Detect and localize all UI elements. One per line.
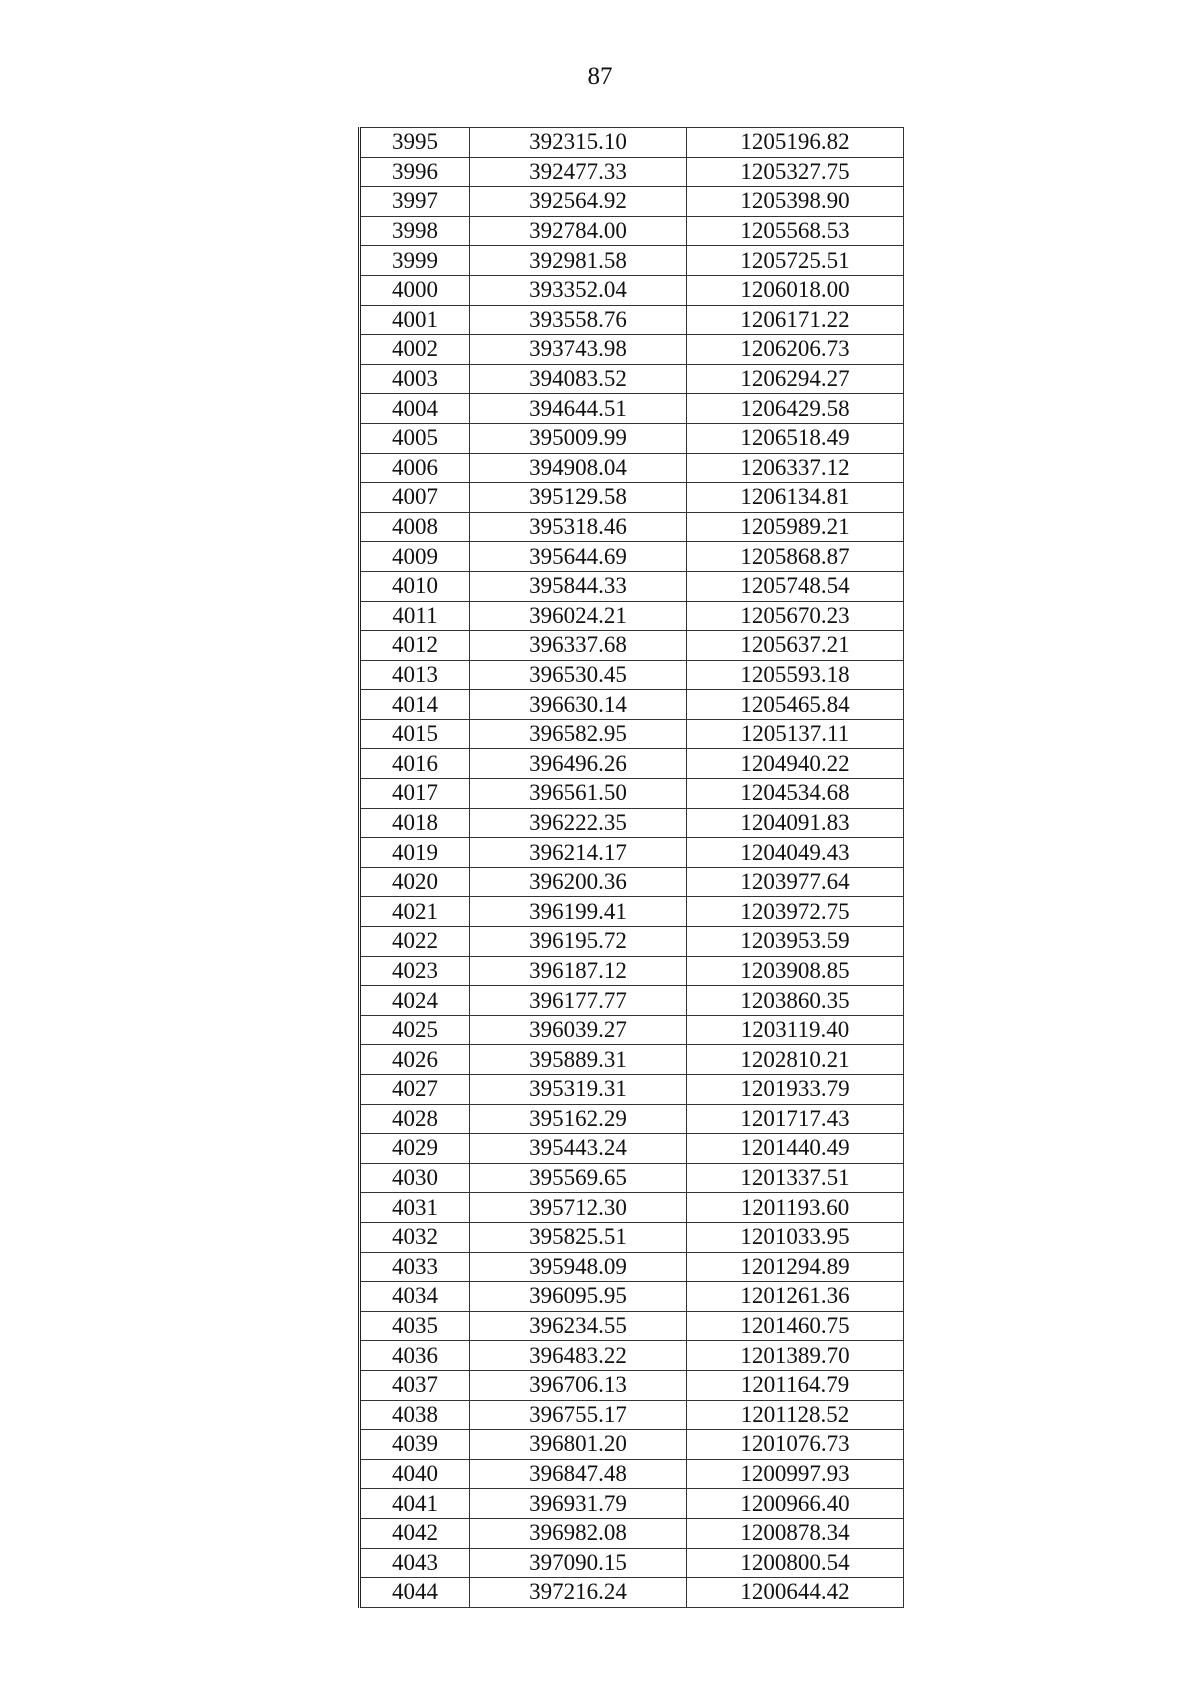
table-row xyxy=(360,1282,904,1312)
y-coordinate-cell: 1205398.90 xyxy=(687,187,904,217)
y-coordinate-cell: 1205748.54 xyxy=(687,571,904,601)
y-coordinate-cell: 1205196.82 xyxy=(687,128,904,158)
point-number-cell: 4006 xyxy=(360,453,470,483)
x-coordinate-cell: 396483.22 xyxy=(470,1341,687,1371)
x-coordinate-cell: 396024.21 xyxy=(470,601,687,631)
table-row xyxy=(360,660,904,690)
x-coordinate-cell: 396039.27 xyxy=(470,1015,687,1045)
point-number-cell: 4033 xyxy=(360,1252,470,1282)
table-row xyxy=(360,571,904,601)
x-coordinate-cell: 396187.12 xyxy=(470,956,687,986)
table-row xyxy=(360,897,904,927)
y-coordinate-cell: 1201717.43 xyxy=(687,1104,904,1134)
x-coordinate-cell: 396199.41 xyxy=(470,897,687,927)
x-coordinate-cell: 396530.45 xyxy=(470,660,687,690)
coordinate-table-body xyxy=(360,128,904,1608)
y-coordinate-cell: 1202810.21 xyxy=(687,1045,904,1075)
point-number-cell: 4008 xyxy=(360,512,470,542)
table-row xyxy=(360,1430,904,1460)
point-number-cell: 4018 xyxy=(360,808,470,838)
point-number-cell: 4023 xyxy=(360,956,470,986)
x-coordinate-cell: 397090.15 xyxy=(470,1548,687,1578)
table-row xyxy=(360,423,904,453)
x-coordinate-cell: 395948.09 xyxy=(470,1252,687,1282)
point-number-cell: 4038 xyxy=(360,1400,470,1430)
x-coordinate-cell: 396095.95 xyxy=(470,1282,687,1312)
x-coordinate-cell: 395443.24 xyxy=(470,1134,687,1164)
table-row xyxy=(360,305,904,335)
y-coordinate-cell: 1203977.64 xyxy=(687,867,904,897)
point-number-cell: 4013 xyxy=(360,660,470,690)
y-coordinate-cell: 1201933.79 xyxy=(687,1075,904,1105)
y-coordinate-cell: 1206206.73 xyxy=(687,335,904,365)
point-number-cell: 4002 xyxy=(360,335,470,365)
y-coordinate-cell: 1206171.22 xyxy=(687,305,904,335)
point-number-cell: 4016 xyxy=(360,749,470,779)
point-number-cell: 4012 xyxy=(360,631,470,661)
point-number-cell: 3995 xyxy=(360,128,470,158)
x-coordinate-cell: 395318.46 xyxy=(470,512,687,542)
x-coordinate-cell: 396630.14 xyxy=(470,690,687,720)
y-coordinate-cell: 1201164.79 xyxy=(687,1370,904,1400)
table-row xyxy=(360,808,904,838)
table-row xyxy=(360,631,904,661)
x-coordinate-cell: 395569.65 xyxy=(470,1163,687,1193)
point-number-cell: 4009 xyxy=(360,542,470,572)
table-row xyxy=(360,1193,904,1223)
table-row xyxy=(360,1075,904,1105)
point-number-cell: 4011 xyxy=(360,601,470,631)
x-coordinate-cell: 392477.33 xyxy=(470,157,687,187)
y-coordinate-cell: 1201076.73 xyxy=(687,1430,904,1460)
table-row xyxy=(360,246,904,276)
page-number: 87 xyxy=(587,63,613,90)
x-coordinate-cell: 395129.58 xyxy=(470,483,687,513)
table-row xyxy=(360,1104,904,1134)
table-row xyxy=(360,275,904,305)
x-coordinate-cell: 392981.58 xyxy=(470,246,687,276)
y-coordinate-cell: 1203972.75 xyxy=(687,897,904,927)
x-coordinate-cell: 395162.29 xyxy=(470,1104,687,1134)
y-coordinate-cell: 1204534.68 xyxy=(687,779,904,809)
y-coordinate-cell: 1200997.93 xyxy=(687,1459,904,1489)
table-row xyxy=(360,1489,904,1519)
x-coordinate-cell: 395009.99 xyxy=(470,423,687,453)
table-row xyxy=(360,690,904,720)
point-number-cell: 4027 xyxy=(360,1075,470,1105)
table-row xyxy=(360,1341,904,1371)
y-coordinate-cell: 1205137.11 xyxy=(687,719,904,749)
table-row xyxy=(360,483,904,513)
y-coordinate-cell: 1201294.89 xyxy=(687,1252,904,1282)
point-number-cell: 4030 xyxy=(360,1163,470,1193)
y-coordinate-cell: 1201033.95 xyxy=(687,1222,904,1252)
y-coordinate-cell: 1201389.70 xyxy=(687,1341,904,1371)
table-row xyxy=(360,1015,904,1045)
x-coordinate-cell: 393743.98 xyxy=(470,335,687,365)
x-coordinate-cell: 396561.50 xyxy=(470,779,687,809)
point-number-cell: 4020 xyxy=(360,867,470,897)
y-coordinate-cell: 1201460.75 xyxy=(687,1311,904,1341)
x-coordinate-cell: 396234.55 xyxy=(470,1311,687,1341)
table-row xyxy=(360,335,904,365)
point-number-cell: 3998 xyxy=(360,216,470,246)
x-coordinate-cell: 396931.79 xyxy=(470,1489,687,1519)
point-number-cell: 4044 xyxy=(360,1578,470,1608)
table-row xyxy=(360,779,904,809)
table-row xyxy=(360,1400,904,1430)
x-coordinate-cell: 393558.76 xyxy=(470,305,687,335)
table-row xyxy=(360,1163,904,1193)
y-coordinate-cell: 1204049.43 xyxy=(687,838,904,868)
y-coordinate-cell: 1205989.21 xyxy=(687,512,904,542)
point-number-cell: 4000 xyxy=(360,275,470,305)
table-row xyxy=(360,453,904,483)
x-coordinate-cell: 396222.35 xyxy=(470,808,687,838)
point-number-cell: 3997 xyxy=(360,187,470,217)
table-row xyxy=(360,128,904,158)
y-coordinate-cell: 1203953.59 xyxy=(687,927,904,957)
table-row xyxy=(360,927,904,957)
y-coordinate-cell: 1206429.58 xyxy=(687,394,904,424)
x-coordinate-cell: 394644.51 xyxy=(470,394,687,424)
x-coordinate-cell: 396801.20 xyxy=(470,1430,687,1460)
table-row xyxy=(360,1578,904,1608)
table-row xyxy=(360,1045,904,1075)
x-coordinate-cell: 396706.13 xyxy=(470,1370,687,1400)
point-number-cell: 4035 xyxy=(360,1311,470,1341)
table-row xyxy=(360,601,904,631)
x-coordinate-cell: 394083.52 xyxy=(470,364,687,394)
table-row xyxy=(360,1134,904,1164)
table-row xyxy=(360,1311,904,1341)
table-row xyxy=(360,838,904,868)
table-row xyxy=(360,1548,904,1578)
point-number-cell: 4003 xyxy=(360,364,470,394)
x-coordinate-cell: 396214.17 xyxy=(470,838,687,868)
table-row xyxy=(360,719,904,749)
x-coordinate-cell: 395889.31 xyxy=(470,1045,687,1075)
y-coordinate-cell: 1201128.52 xyxy=(687,1400,904,1430)
table-row xyxy=(360,394,904,424)
y-coordinate-cell: 1203908.85 xyxy=(687,956,904,986)
y-coordinate-cell: 1205637.21 xyxy=(687,631,904,661)
x-coordinate-cell: 396755.17 xyxy=(470,1400,687,1430)
point-number-cell: 4024 xyxy=(360,986,470,1016)
x-coordinate-cell: 395644.69 xyxy=(470,542,687,572)
point-number-cell: 4037 xyxy=(360,1370,470,1400)
point-number-cell: 4039 xyxy=(360,1430,470,1460)
x-coordinate-cell: 396195.72 xyxy=(470,927,687,957)
x-coordinate-cell: 394908.04 xyxy=(470,453,687,483)
y-coordinate-cell: 1203119.40 xyxy=(687,1015,904,1045)
x-coordinate-cell: 395825.51 xyxy=(470,1222,687,1252)
y-coordinate-cell: 1201261.36 xyxy=(687,1282,904,1312)
x-coordinate-cell: 396582.95 xyxy=(470,719,687,749)
y-coordinate-cell: 1203860.35 xyxy=(687,986,904,1016)
table-row xyxy=(360,187,904,217)
x-coordinate-cell: 392564.92 xyxy=(470,187,687,217)
point-number-cell: 4004 xyxy=(360,394,470,424)
y-coordinate-cell: 1200644.42 xyxy=(687,1578,904,1608)
x-coordinate-cell: 393352.04 xyxy=(470,275,687,305)
point-number-cell: 3996 xyxy=(360,157,470,187)
point-number-cell: 4014 xyxy=(360,690,470,720)
y-coordinate-cell: 1205465.84 xyxy=(687,690,904,720)
y-coordinate-cell: 1204940.22 xyxy=(687,749,904,779)
point-number-cell: 4043 xyxy=(360,1548,470,1578)
point-number-cell: 4007 xyxy=(360,483,470,513)
y-coordinate-cell: 1206134.81 xyxy=(687,483,904,513)
table-row xyxy=(360,1518,904,1548)
table-row xyxy=(360,216,904,246)
point-number-cell: 4040 xyxy=(360,1459,470,1489)
y-coordinate-cell: 1206294.27 xyxy=(687,364,904,394)
y-coordinate-cell: 1206518.49 xyxy=(687,423,904,453)
point-number-cell: 4005 xyxy=(360,423,470,453)
y-coordinate-cell: 1200966.40 xyxy=(687,1489,904,1519)
y-coordinate-cell: 1206337.12 xyxy=(687,453,904,483)
x-coordinate-cell: 397216.24 xyxy=(470,1578,687,1608)
point-number-cell: 4025 xyxy=(360,1015,470,1045)
point-number-cell: 4028 xyxy=(360,1104,470,1134)
y-coordinate-cell: 1205593.18 xyxy=(687,660,904,690)
x-coordinate-cell: 396496.26 xyxy=(470,749,687,779)
table-row xyxy=(360,867,904,897)
table-row xyxy=(360,1459,904,1489)
y-coordinate-cell: 1205868.87 xyxy=(687,542,904,572)
table-row xyxy=(360,542,904,572)
table-row xyxy=(360,157,904,187)
table-row xyxy=(360,986,904,1016)
y-coordinate-cell: 1205725.51 xyxy=(687,246,904,276)
point-number-cell: 4031 xyxy=(360,1193,470,1223)
x-coordinate-cell: 396982.08 xyxy=(470,1518,687,1548)
y-coordinate-cell: 1200800.54 xyxy=(687,1548,904,1578)
x-coordinate-cell: 395712.30 xyxy=(470,1193,687,1223)
point-number-cell: 4026 xyxy=(360,1045,470,1075)
x-coordinate-cell: 396177.77 xyxy=(470,986,687,1016)
table-row xyxy=(360,1252,904,1282)
y-coordinate-cell: 1201440.49 xyxy=(687,1134,904,1164)
y-coordinate-cell: 1201337.51 xyxy=(687,1163,904,1193)
y-coordinate-cell: 1200878.34 xyxy=(687,1518,904,1548)
point-number-cell: 4022 xyxy=(360,927,470,957)
y-coordinate-cell: 1205568.53 xyxy=(687,216,904,246)
table-row xyxy=(360,364,904,394)
table-row xyxy=(360,1370,904,1400)
y-coordinate-cell: 1206018.00 xyxy=(687,275,904,305)
point-number-cell: 4019 xyxy=(360,838,470,868)
point-number-cell: 4034 xyxy=(360,1282,470,1312)
point-number-cell: 3999 xyxy=(360,246,470,276)
x-coordinate-cell: 395844.33 xyxy=(470,571,687,601)
table-row xyxy=(360,749,904,779)
point-number-cell: 4021 xyxy=(360,897,470,927)
x-coordinate-cell: 396847.48 xyxy=(470,1459,687,1489)
table-row xyxy=(360,512,904,542)
y-coordinate-cell: 1205327.75 xyxy=(687,157,904,187)
point-number-cell: 4032 xyxy=(360,1222,470,1252)
point-number-cell: 4029 xyxy=(360,1134,470,1164)
point-number-cell: 4015 xyxy=(360,719,470,749)
y-coordinate-cell: 1204091.83 xyxy=(687,808,904,838)
x-coordinate-cell: 395319.31 xyxy=(470,1075,687,1105)
x-coordinate-cell: 392315.10 xyxy=(470,128,687,158)
y-coordinate-cell: 1201193.60 xyxy=(687,1193,904,1223)
point-number-cell: 4041 xyxy=(360,1489,470,1519)
point-number-cell: 4042 xyxy=(360,1518,470,1548)
coordinate-table xyxy=(358,127,904,1608)
table-row xyxy=(360,956,904,986)
point-number-cell: 4001 xyxy=(360,305,470,335)
point-number-cell: 4017 xyxy=(360,779,470,809)
point-number-cell: 4010 xyxy=(360,571,470,601)
y-coordinate-cell: 1205670.23 xyxy=(687,601,904,631)
x-coordinate-cell: 392784.00 xyxy=(470,216,687,246)
x-coordinate-cell: 396337.68 xyxy=(470,631,687,661)
point-number-cell: 4036 xyxy=(360,1341,470,1371)
table-row xyxy=(360,1222,904,1252)
x-coordinate-cell: 396200.36 xyxy=(470,867,687,897)
